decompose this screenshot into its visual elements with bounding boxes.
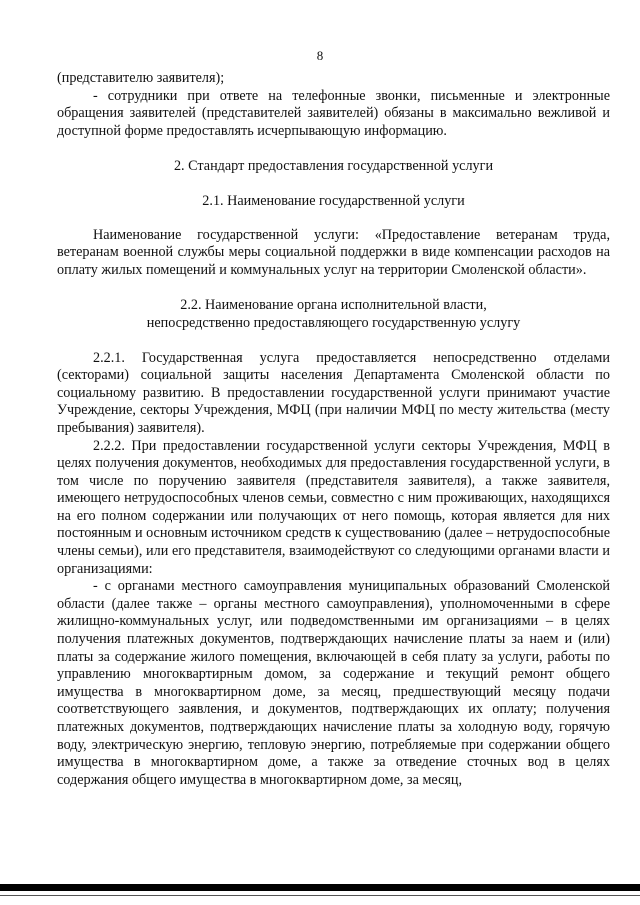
document-body: [57, 70, 610, 789]
paragraph-service-name: Наименование государственной услуги: «Предоставление ветеранам труда, ветеранам военной службы меры социальной поддержки в виде компенсации расходов на оплату жилых помещений и коммунальных услуг на территории Смоленской области».: [57, 226, 610, 278]
section-heading-standard: 2. Стандарт предоставления государственной услуги: [173, 158, 494, 175]
paragraph-staff-duties: - сотрудники при ответе на телефонные звонки, письменные и электронные обращения заявителей (представителей заявителей) обязаны в максимально вежливой и доступной форме предоставлять исчерпывающую информацию.: [57, 87, 610, 139]
subsection-heading-authority-line2: непосредственно предоставляющего государственную услугу: [146, 314, 521, 331]
subsection-heading-service-name: 2.1. Наименование государственной услуги: [202, 192, 465, 209]
scan-border-bar: [0, 884, 640, 891]
page-number: 8: [316, 48, 324, 63]
paragraph-2-2-2: 2.2.2. При предоставлении государственной услуги секторы Учреждения, МФЦ в целях получения документов, необходимых для предоставления государственной услуги, в том числе по поручению заявителя (представителя заявителя), а также заявителя, имеющего нетрудоспособных членов семьи, совместно с ним проживающих, находящихся на его полном содержании или получающих от него помощь, которая является для них постоянным и основным источником средств к существованию (далее – нетрудоспособные члены семьи), или его представителя, взаимодействуют со следующими органами власти и организациями:: [57, 437, 610, 577]
paragraph-2-2-1: 2.2.1. Государственная услуга предоставляется непосредственно отделами (секторами) социальной защиты населения Департамента Смоленской области по социальному развитию. В предоставлении государственной услуги принимают участие Учреждение, секторы Учреждения, МФЦ (при наличии МФЦ по месту жительства (месту пребывания) заявителя).: [57, 349, 610, 436]
paragraph-local-authorities: - с органами местного самоуправления муниципальных образований Смоленской области (далее также – органы местного самоуправления), уполномоченными в сфере жилищно-коммунальных услуг, или подведомственными им организациями – в целях получения платежных документов, подтверждающих начисление платы за наем и (или) платы за содержание жилого помещения, включающей в себя плату за услуги, работы по управлению многоквартирным домом, за содержание и текущий ремонт общего имущества в многоквартирном доме, за месяц, предшествующий месяцу подачи соответствующего заявления, и документов, подтверждающих их оплату; получения платежных документов, подтверждающих начисление платы за холодную воду, горячую воду, электрическую энергию, тепловую энергию, потребляемые при содержании общего имущества в многоквартирном доме, а также за отведение сточных вод в целях содержания общего имущества в многоквартирном доме, за месяц,: [57, 578, 610, 788]
scan-border-line: [0, 895, 640, 896]
paragraph-continuation: (представителю заявителя);: [57, 70, 225, 86]
subsection-heading-authority-line1: 2.2. Наименование органа исполнительной власти,: [180, 297, 487, 314]
